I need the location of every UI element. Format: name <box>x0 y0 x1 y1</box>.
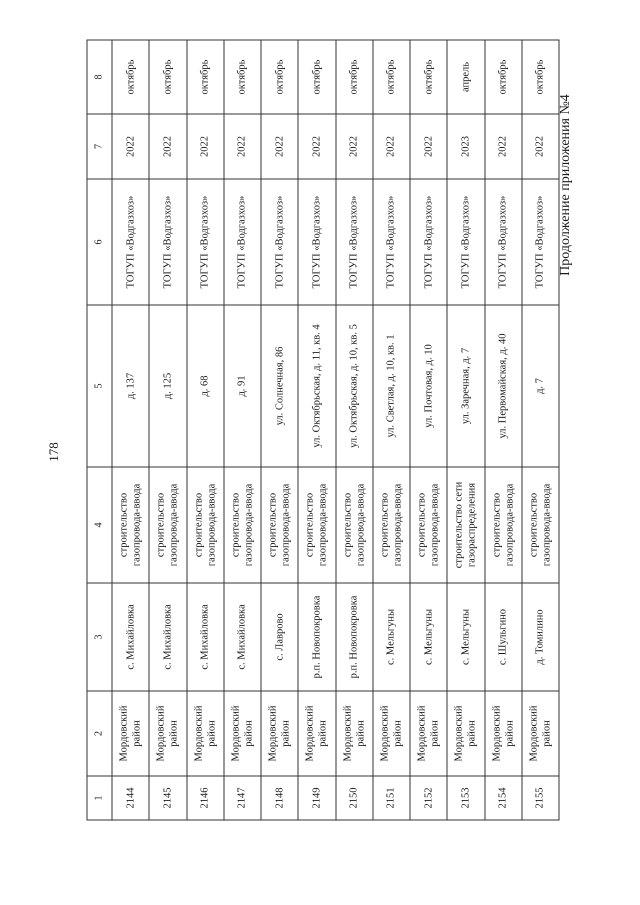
cell-settlement: с. Мельгуны <box>373 583 410 691</box>
cell-contractor: ТОГУП «Водгазхоз» <box>224 179 261 305</box>
cell-settlement: д. Томилино <box>522 583 559 691</box>
cell-year: 2022 <box>485 114 522 179</box>
cell-address: ул. Заречная, д. 7 <box>447 305 484 467</box>
cell-contractor: ТОГУП «Водгазхоз» <box>187 179 224 305</box>
column-header-4: 4 <box>87 467 112 583</box>
cell-settlement: с. Мельгуны <box>447 583 484 691</box>
table-row <box>224 40 261 820</box>
cell-district: Мордовский район <box>224 691 261 776</box>
data-table <box>87 39 560 820</box>
cell-row-number: 2149 <box>298 776 335 820</box>
cell-address: д. 91 <box>224 305 261 467</box>
cell-row-number: 2150 <box>336 776 373 820</box>
cell-work-type: строительство газопровода-ввода <box>485 467 522 583</box>
cell-district: Мордовский район <box>298 691 335 776</box>
cell-year: 2022 <box>224 114 261 179</box>
cell-settlement: с. Лаврово <box>261 583 298 691</box>
cell-work-type: строительство газопровода-ввода <box>187 467 224 583</box>
cell-row-number: 2152 <box>410 776 447 820</box>
cell-settlement: с. Мельгуны <box>410 583 447 691</box>
column-header-3: 3 <box>87 583 112 691</box>
cell-year: 2022 <box>410 114 447 179</box>
cell-district: Мордовский район <box>373 691 410 776</box>
cell-month: октябрь <box>261 40 298 114</box>
rotated-table-container <box>87 40 560 820</box>
cell-work-type: строительство газопровода-ввода <box>149 467 186 583</box>
appendix-caption: Продолжение приложения №4 <box>558 94 573 276</box>
cell-address: д. 137 <box>112 305 149 467</box>
cell-settlement: р.п. Новопокровка <box>298 583 335 691</box>
cell-district: Мордовский район <box>410 691 447 776</box>
cell-row-number: 2145 <box>149 776 186 820</box>
cell-district: Мордовский район <box>187 691 224 776</box>
table-row <box>522 40 559 820</box>
cell-month: октябрь <box>149 40 186 114</box>
cell-settlement: с. Михайловка <box>112 583 149 691</box>
cell-contractor: ТОГУП «Водгазхоз» <box>261 179 298 305</box>
cell-contractor: ТОГУП «Водгазхоз» <box>112 179 149 305</box>
cell-contractor: ТОГУП «Водгазхоз» <box>410 179 447 305</box>
cell-settlement: с. Михайловка <box>224 583 261 691</box>
cell-district: Мордовский район <box>522 691 559 776</box>
cell-contractor: ТОГУП «Водгазхоз» <box>298 179 335 305</box>
cell-address: ул. Октябрьская, д. 10, кв. 5 <box>336 305 373 467</box>
cell-row-number: 2146 <box>187 776 224 820</box>
cell-year: 2022 <box>336 114 373 179</box>
table-row <box>447 40 484 820</box>
cell-contractor: ТОГУП «Водгазхоз» <box>485 179 522 305</box>
cell-work-type: строительство газопровода-ввода <box>522 467 559 583</box>
column-header-7: 7 <box>87 114 112 179</box>
cell-month: октябрь <box>485 40 522 114</box>
cell-settlement: с. Михайловка <box>149 583 186 691</box>
cell-month: октябрь <box>112 40 149 114</box>
cell-address: д. 7 <box>522 305 559 467</box>
cell-address: ул. Первомайская, д. 40 <box>485 305 522 467</box>
cell-month: октябрь <box>224 40 261 114</box>
cell-district: Мордовский район <box>149 691 186 776</box>
table-row <box>261 40 298 820</box>
cell-row-number: 2148 <box>261 776 298 820</box>
cell-year: 2022 <box>298 114 335 179</box>
cell-row-number: 2147 <box>224 776 261 820</box>
cell-work-type: строительство сети газораспределения <box>447 467 484 583</box>
column-header-6: 6 <box>87 179 112 305</box>
cell-work-type: строительство газопровода-ввода <box>373 467 410 583</box>
cell-month: октябрь <box>336 40 373 114</box>
cell-work-type: строительство газопровода-ввода <box>298 467 335 583</box>
cell-work-type: строительство газопровода-ввода <box>112 467 149 583</box>
column-header-5: 5 <box>87 305 112 467</box>
table-row <box>373 40 410 820</box>
cell-row-number: 2151 <box>373 776 410 820</box>
page-number: 178 <box>46 442 61 462</box>
cell-month: октябрь <box>522 40 559 114</box>
cell-contractor: ТОГУП «Водгазхоз» <box>522 179 559 305</box>
cell-district: Мордовский район <box>261 691 298 776</box>
cell-contractor: ТОГУП «Водгазхоз» <box>336 179 373 305</box>
cell-month: октябрь <box>187 40 224 114</box>
cell-district: Мордовский район <box>485 691 522 776</box>
cell-row-number: 2153 <box>447 776 484 820</box>
table-row <box>112 40 149 820</box>
cell-row-number: 2154 <box>485 776 522 820</box>
cell-month: октябрь <box>298 40 335 114</box>
cell-address: д. 125 <box>149 305 186 467</box>
cell-year: 2022 <box>522 114 559 179</box>
cell-year: 2022 <box>112 114 149 179</box>
cell-address: ул. Октябрьская, д. 11, кв. 4 <box>298 305 335 467</box>
cell-year: 2022 <box>149 114 186 179</box>
cell-row-number: 2155 <box>522 776 559 820</box>
column-header-1: 1 <box>87 776 112 820</box>
table-row <box>336 40 373 820</box>
cell-contractor: ТОГУП «Водгазхоз» <box>149 179 186 305</box>
cell-address: ул. Солнечная, 86 <box>261 305 298 467</box>
cell-month: апрель <box>447 40 484 114</box>
table-body <box>87 40 559 820</box>
cell-year: 2022 <box>373 114 410 179</box>
cell-district: Мордовский район <box>336 691 373 776</box>
table-row <box>298 40 335 820</box>
cell-work-type: строительство газопровода-ввода <box>410 467 447 583</box>
cell-contractor: ТОГУП «Водгазхоз» <box>373 179 410 305</box>
cell-row-number: 2144 <box>112 776 149 820</box>
cell-address: ул. Почтовая, д. 10 <box>410 305 447 467</box>
column-header-2: 2 <box>87 691 112 776</box>
cell-district: Мордовский район <box>112 691 149 776</box>
cell-address: д. 68 <box>187 305 224 467</box>
table-row <box>187 40 224 820</box>
cell-year: 2022 <box>187 114 224 179</box>
cell-contractor: ТОГУП «Водгазхоз» <box>447 179 484 305</box>
table-row <box>410 40 447 820</box>
cell-work-type: строительство газопровода-ввода <box>336 467 373 583</box>
cell-settlement: с. Михайловка <box>187 583 224 691</box>
cell-year: 2023 <box>447 114 484 179</box>
cell-address: ул. Светлая, д. 10, кв. 1 <box>373 305 410 467</box>
cell-work-type: строительство газопровода-ввода <box>224 467 261 583</box>
table-row <box>485 40 522 820</box>
cell-month: октябрь <box>410 40 447 114</box>
cell-work-type: строительство газопровода-ввода <box>261 467 298 583</box>
table-row <box>149 40 186 820</box>
cell-year: 2022 <box>261 114 298 179</box>
cell-settlement: с. Шульгино <box>485 583 522 691</box>
column-header-8: 8 <box>87 40 112 114</box>
cell-month: октябрь <box>373 40 410 114</box>
cell-district: Мордовский район <box>447 691 484 776</box>
cell-settlement: р.п. Новопокровка <box>336 583 373 691</box>
header-row <box>87 40 112 820</box>
